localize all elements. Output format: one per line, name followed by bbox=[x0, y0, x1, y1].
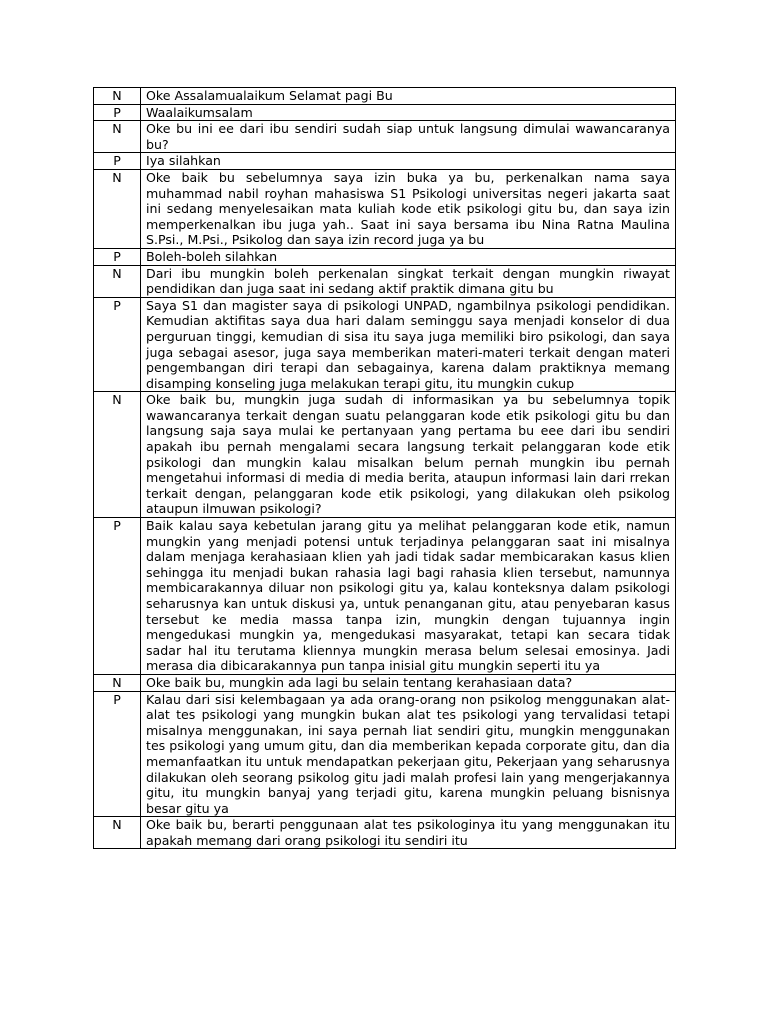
utterance-cell: Oke baik bu, mungkin juga sudah di informasikan ya bu sebelumnya topik wawancaranya terkait dengan suatu pelanggaran kode etik psikologi gitu bu dan langsung saja saya mulai ke pertanyaan yang pertama bu eee dari ibu sendiri apakah ibu pernah mengalami secara langsung terkait pelanggaran kode etik psikologi dan mungkin kalau misalkan belum pernah mungkin ibu pernah mengetahui informasi di media di media berita, ataupun informasi lain dari rrekan terkait dengan, pelanggaran kode etik psikologi, yang dilakukan oleh psikolog ataupun ilmuwan psikologi? bbox=[141, 392, 676, 518]
speaker-cell: N bbox=[94, 169, 141, 248]
utterance-text: Oke baik bu, berarti penggunaan alat tes psikologinya itu yang menggunakan itu apakah memang dari orang psikologi itu sendiri itu bbox=[146, 817, 670, 848]
speaker-cell: P bbox=[94, 153, 141, 170]
speaker-cell: P bbox=[94, 691, 141, 817]
utterance-cell: Iya silahkan bbox=[141, 153, 676, 170]
table-row bbox=[94, 88, 676, 105]
utterance-cell: Oke baik bu sebelumnya saya izin buka ya bu, perkenalkan nama saya muhammad nabil royhan mahasiswa S1 Psikologi universitas negeri jakarta saat ini sedang menyelesaikan mata kuliah kode etik psikologi gitu bu, dan saya izin memperkenalkan ibu juga yah.. Saat ini saya bersama ibu Nina Ratna Maulina S.Psi., M.Psi., Psikolog dan saya izin record juga ya bu bbox=[141, 169, 676, 248]
table-row bbox=[94, 817, 676, 849]
speaker-cell: N bbox=[94, 674, 141, 691]
utterance-cell: Dari ibu mungkin boleh perkenalan singkat terkait dengan mungkin riwayat pendidikan dan juga saat ini sedang aktif praktik dimana gitu bu bbox=[141, 265, 676, 297]
utterance-cell: Baik kalau saya kebetulan jarang gitu ya melihat pelanggaran kode etik, namun mungkin yang menjadi potensi untuk terjadinya pelanggaran saat ini misalnya dalam menjaga kerahasiaan klien yah jadi tidak sadar membicarakan kasus klien sehingga itu menjadi bukan rahasia lagi bagi rahasia klien tersebut, namunnya membicarakannya diluar non psikologi gitu ya, kalau konteksnya dalam psikologi seharusnya kan untuk diskusi ya, untuk penanganan gitu, atau penyebaran kasus tersebut ke media massa tanpa izin, mungkin dengan tujuannya ingin mengedukasi mungkin ya, mengedukasi masyarakat, tetapi kan secara tidak sadar hal itu terutama kliennya mungkin merasa belum selesai emosinya. Jadi merasa dia dibicarakannya pun tanpa inisial gitu mungkin seperti itu ya bbox=[141, 518, 676, 675]
speaker-cell: P bbox=[94, 248, 141, 265]
speaker-cell: N bbox=[94, 265, 141, 297]
table-row bbox=[94, 265, 676, 297]
table-row bbox=[94, 248, 676, 265]
utterance-cell: Oke Assalamualaikum Selamat pagi Bu bbox=[141, 88, 676, 105]
utterance-cell: Oke bu ini ee dari ibu sendiri sudah siap untuk langsung dimulai wawancaranya bu? bbox=[141, 121, 676, 153]
table-row bbox=[94, 392, 676, 518]
speaker-cell: P bbox=[94, 104, 141, 121]
utterance-cell: Oke baik bu, mungkin ada lagi bu selain tentang kerahasiaan data? bbox=[141, 674, 676, 691]
table-row bbox=[94, 691, 676, 817]
table-row bbox=[94, 153, 676, 170]
table-row bbox=[94, 674, 676, 691]
utterance-cell: Boleh-boleh silahkan bbox=[141, 248, 676, 265]
table-row bbox=[94, 121, 676, 153]
speaker-cell: N bbox=[94, 392, 141, 518]
speaker-cell: N bbox=[94, 817, 141, 849]
interview-transcript-table bbox=[93, 87, 676, 849]
table-row bbox=[94, 297, 676, 392]
utterance-cell: Kalau dari sisi kelembagaan ya ada orang-orang non psikolog menggunakan alat-alat tes psikologi yang mungkin bukan alat tes psikologi yang tervalidasi tetapi misalnya menggunakan, ini saya pernah liat sendiri gitu, mungkin menggunakan tes psikologi yang umum gitu, dan dia memberikan kepada corporate gitu, dan dia memanfaatkan itu untuk mendapatkan pekerjaan gitu, Pekerjaan yang seharusnya dilakukan oleh seorang psikolog gitu jadi malah profesi lain yang mengerjakannya gitu, itu mungkin banyaj yang terjadi gitu, karena mungkin peluang bisnisnya besar gitu ya bbox=[141, 691, 676, 817]
speaker-cell: N bbox=[94, 88, 141, 105]
table-row bbox=[94, 518, 676, 675]
speaker-cell: P bbox=[94, 518, 141, 675]
table-row bbox=[94, 169, 676, 248]
utterance-cell bbox=[141, 817, 676, 849]
speaker-cell: N bbox=[94, 121, 141, 153]
utterance-cell: Saya S1 dan magister saya di psikologi UNPAD, ngambilnya psikologi pendidikan. Kemudian aktifitas saya dua hari dalam seminggu saya menjadi konselor di dua perguruan tinggi, kemudian di sisa itu saya juga memiliki biro psikologi, dan saya juga sebagai asesor, juga saya memberikan materi-materi terkait dengan materi pengembangan diri terapi dan sebagainya, karena dalam praktiknya memang disamping konseling juga melakukan terapi gitu, itu mungkin cukup bbox=[141, 297, 676, 392]
speaker-cell: P bbox=[94, 297, 141, 392]
table-row bbox=[94, 104, 676, 121]
utterance-cell: Waalaikumsalam bbox=[141, 104, 676, 121]
